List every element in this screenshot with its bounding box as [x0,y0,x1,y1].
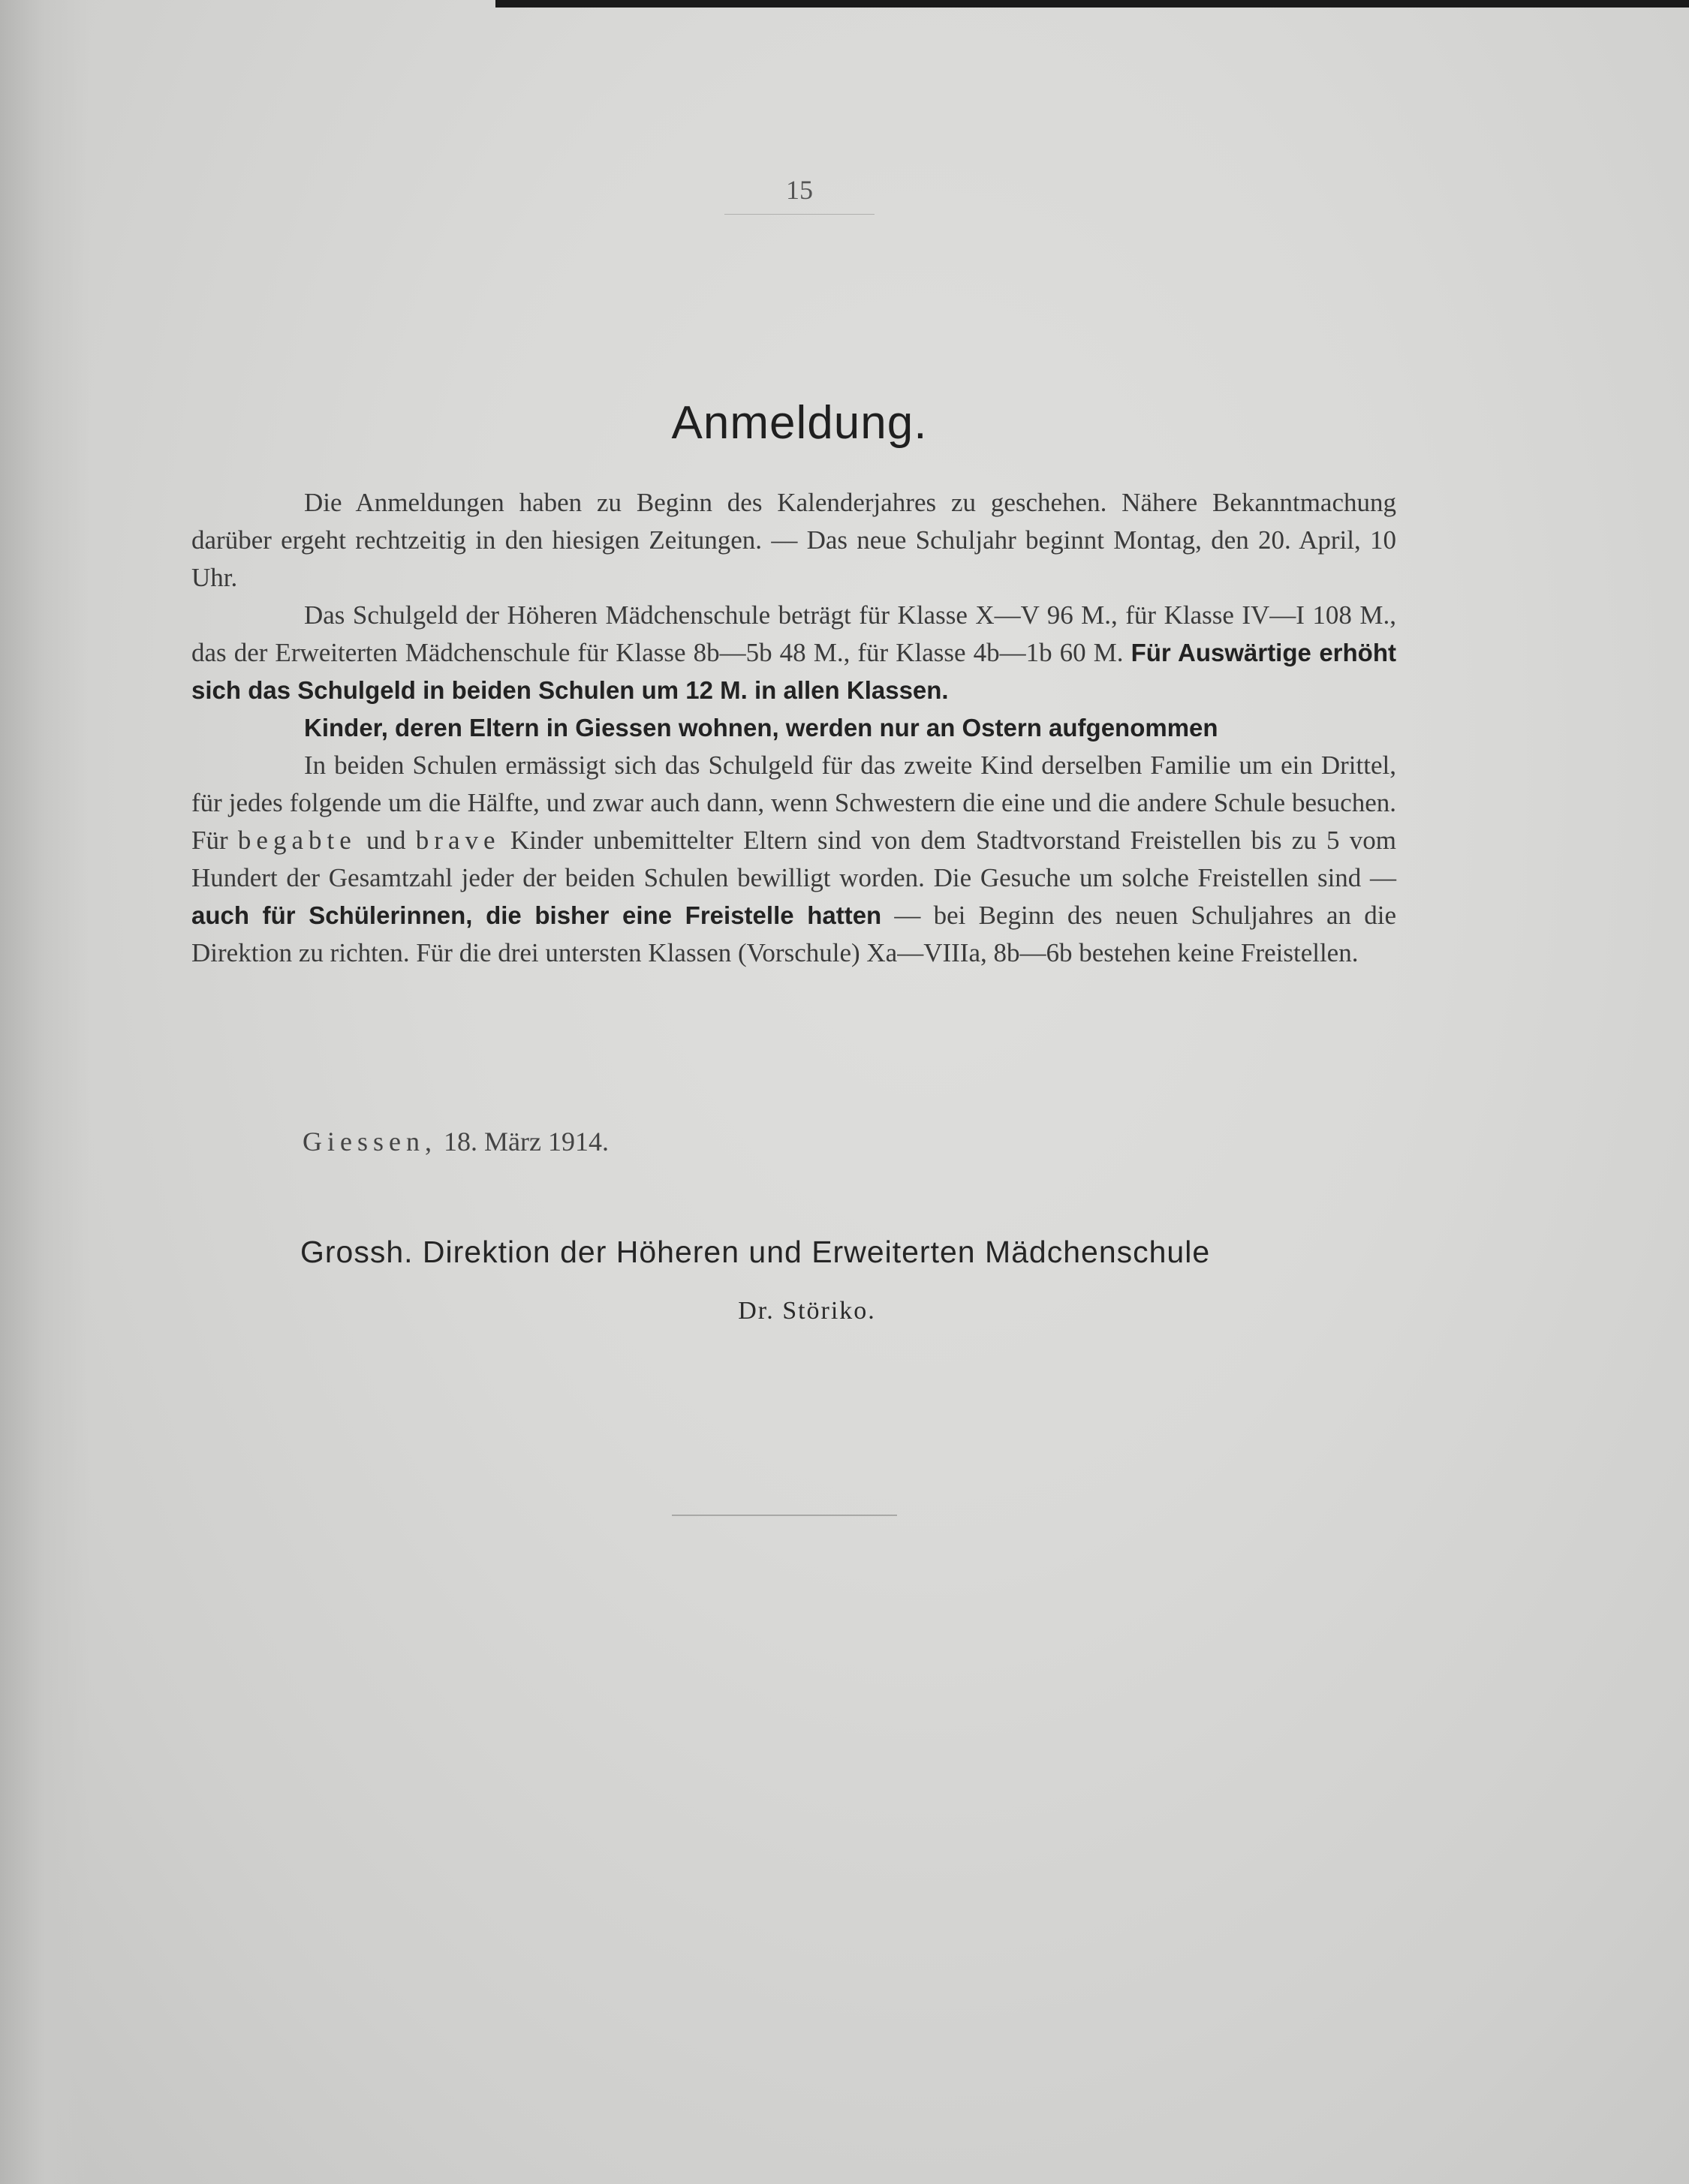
place-name: Giessen, [303,1127,437,1157]
date: 18. März 1914. [443,1127,609,1157]
paragraph-fee-reduction [191,747,1396,972]
spaced-word-good: brave [415,826,501,855]
fee-reduction-text-2: Kinder unbemittelter Eltern sind von dem Stadtvorstand Freistellen bis zu 5 vom Hundert der Gesamtzahl jeder der beiden Schulen bewilligt worden. Die Gesuche um solche Freistellen sind — [191,826,1397,892]
page-number-rule [724,214,875,215]
external-students-fee-note: Für Auswärtige erhöht sich das Schulgeld in beiden Schulen um 12 M. in allen Klassen. [191,639,1396,704]
page-number: 15 [786,175,813,205]
conjunction-and: und [366,826,406,855]
prior-freeplace-note: auch für Schülerinnen, die bisher eine Freistelle hatten [191,901,882,929]
left-edge-shadow [0,0,90,2184]
place-date-line [303,1126,609,1157]
school-fees-text: Das Schulgeld der Höheren Mädchenschule beträgt für Klasse X—V 96 M., für Klasse IV—I 108 M., das der Erweiterten Mädchenschule für Klasse 8b—5b 48 M., für Klasse 4b—1b 60 M. [191,600,1396,667]
easter-admission-note: Kinder, deren Eltern in Giessen wohnen, werden nur an Ostern aufgenommen [304,714,1218,742]
signature-name: Dr. Störiko. [738,1297,876,1325]
paragraph-easter-admission [191,709,1396,747]
paragraph-registration: Die Anmeldungen haben zu Beginn des Kalenderjahres zu geschehen. Nähere Bekanntmachung darüber ergeht rechtzeitig in den hiesigen Zeitungen. — Das neue Schuljahr beginnt Montag, den 20. April, 10 Uhr. [191,488,1396,592]
fee-reduction-text-3: — bei Beginn des neuen Schuljahres an die Direktion zu richten. Für die drei untersten Klassen (Vorschule) Xa—VIIIa, 8b—6b bestehen keine Freistellen. [191,901,1397,967]
spaced-word-gifted: begabte [237,826,357,855]
body-text [191,484,1396,972]
paragraph-school-fees [191,597,1396,709]
top-edge-shadow [495,0,1689,8]
issuing-authority: Grossh. Direktion der Höheren und Erweiterten Mädchenschule [300,1235,1211,1269]
page-title: Anmeldung. [671,397,928,449]
closing-rule [672,1515,897,1516]
fee-reduction-text-1: In beiden Schulen ermässigt sich das Schulgeld für das zweite Kind derselben Familie um ein Drittel, für jedes folgende um die Hälfte, und zwar auch dann, wenn Schwestern die eine und die andere Schule besuchen. Für [191,751,1396,855]
